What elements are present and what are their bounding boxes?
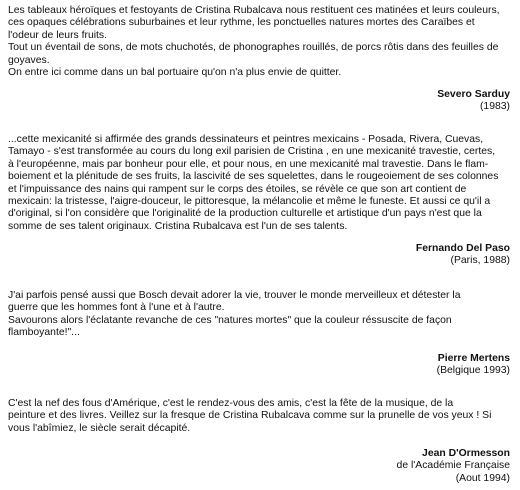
credit-sarduy xyxy=(437,89,510,114)
author-name: Jean D'Ormesson xyxy=(422,448,510,459)
quote-mertens: J'ai parfois pensé aussi que Bosch devait adorer la vie, trouver le monde merveilleux et détester la guerre que les hommes font à l'une et à l'autre. Savourons alors l'éclatante revanche de ces "natures mortes" que la couleur réssuscite de façon flamboyante!"... xyxy=(8,290,461,339)
quote-del-paso: ...cette mexicanité si affirmée des grands dessinateurs et peintres mexicains - Posada, Rivera, Cuevas, Tamayo - s'est transformée au cours du long exil parisien de Cristina , en une mexicanité travestie, certes, à l'européenne, mais par bonheur pour elle, et pour nous, en une mexicanité mal travestie. Dans le flam- boiement et la plénitude de ses fruits, la lascivité de ses squelettes, dans le rougeoiement de ses colonnes et l'impuissance des nains qui rampent sur le corps des étoiles, se révèle ce que son art contient de mexicain: la tristesse, l'aigre-douceur, le pittoresque, la mélancolie et même le funeste. Et aussi ce qu'il a d'original, si l'on considère que l'originalité de la production culturelle et artistique d'un pays n'est que la somme de ses talent originaux. Cristina Rubalcava est l'un de ses talents. xyxy=(8,134,499,232)
quote-ormesson: C'est la nef des fous d'Amérique, c'est le rendez-vous des amis, c'est la fête de la musique, de la peinture et des livres. Veillez sur la fresque de Cristina Rubalcava comme sur la prunelle de vos yeux ! Si vous l'abîmiez, le siècle serait décapité. xyxy=(8,398,492,434)
author-detail: (Paris, 1988) xyxy=(450,255,510,267)
author-detail: de l'Académie Française xyxy=(396,460,510,472)
author-name: Fernando Del Paso xyxy=(415,243,510,254)
author-date: (Aout 1994) xyxy=(455,472,510,484)
credit-del-paso xyxy=(416,243,510,268)
author-name: Severo Sarduy xyxy=(437,89,510,100)
credit-mertens xyxy=(437,353,510,378)
author-detail: (1983) xyxy=(479,101,510,113)
credit-ormesson xyxy=(397,448,510,485)
quote-sarduy: Les tableaux héroïques et festoyants de Cristina Rubalcava nous restituent ces matinées et leurs couleurs, ces opaques célébrations suburbaines et leur rythme, les ponctuelles natures mortes des Caraïbes et l'odeur de leurs fruits. Tout un éventail de sons, de mots chuchotés, de phonographes rouillés, de porcs rôtis dans des feuilles de goyaves. On entre ici comme dans un bal portuaire qu'on n'a plus envie de quitter. xyxy=(8,5,500,79)
author-detail: (Belgique 1993) xyxy=(436,365,510,377)
author-name: Pierre Mertens xyxy=(437,353,510,364)
